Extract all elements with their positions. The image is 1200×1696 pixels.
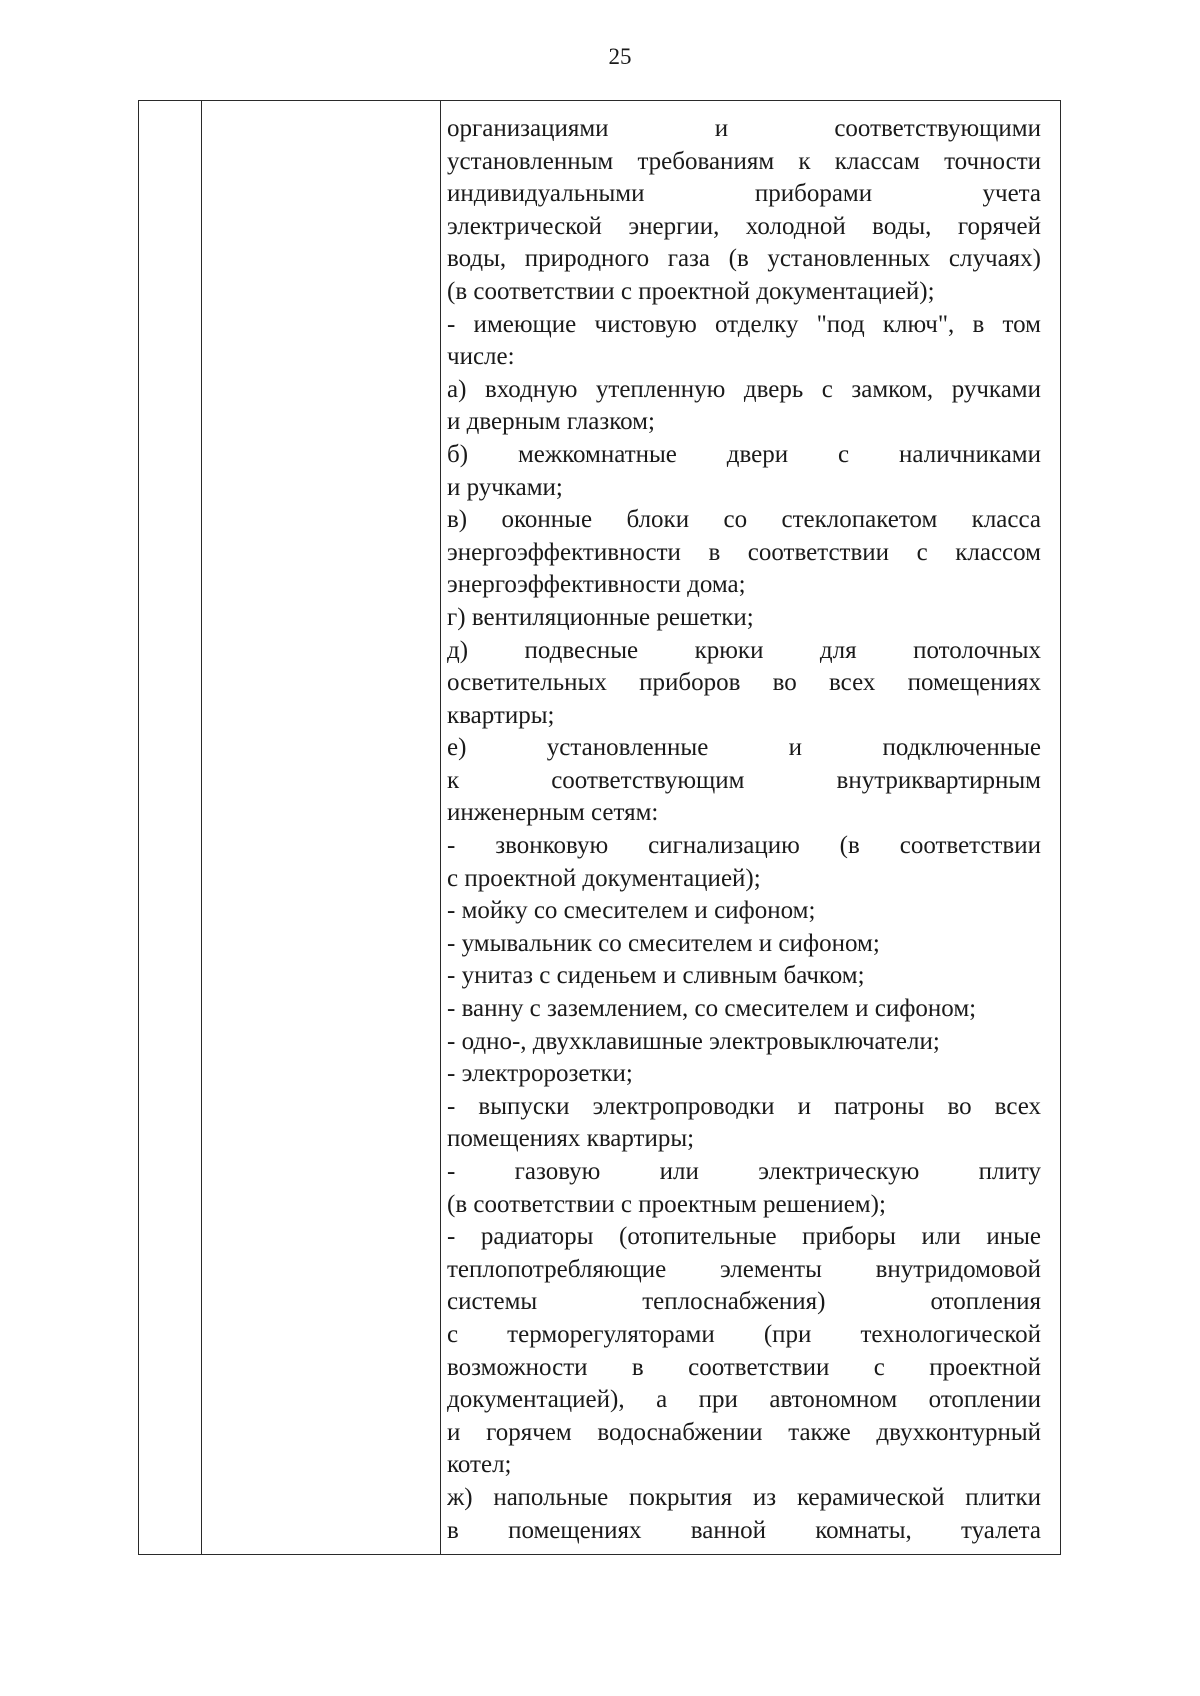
text-line: - радиаторы (отопительные приборы или иные [447,1223,1041,1251]
text-line: - выпуски электропроводки и патроны во всех [447,1092,1041,1120]
text-line: возможности в соответствии с проектной [447,1353,1041,1381]
text-line: индивидуальными приборами учета [447,180,1041,208]
text-line: котел; [447,1451,512,1479]
text-line: - электророзетки; [447,1060,633,1088]
text-line: числе: [447,343,515,371]
text-line: энергоэффективности дома; [447,571,746,599]
text-line: инженерным сетям: [447,799,659,827]
text-line: - газовую или электрическую плиту [447,1158,1041,1185]
text-line: воды, природного газа (в установленных случаях) [447,245,1041,273]
text-line: установленным требованиям к классам точности [447,147,1041,175]
text-line: (в соответствии с проектным решением); [447,1190,886,1218]
text-line: - звонковую сигнализацию (в соответствии [447,832,1041,860]
table-cell-text [447,113,1041,1547]
text-line: электрической энергии, холодной воды, горячей [447,212,1041,240]
text-line: с проектной документацией); [447,864,761,892]
text-line: д) подвесные крюки для потолочных [447,636,1041,664]
text-line: и дверным глазком; [447,408,655,436]
text-line: квартиры; [447,701,555,729]
text-line: - имеющие чистовую отделку "под ключ", в том [447,310,1041,338]
text-line: е) установленные и подключенные [447,734,1041,762]
text-line: к соответствующим внутриквартирным [447,766,1041,794]
text-line: в) оконные блоки со стеклопакетом класса [447,506,1041,534]
text-line: б) межкомнатные двери с наличниками [447,440,1041,468]
text-line: и ручками; [447,473,563,501]
text-line: - ванну с заземлением, со смесителем и сифоном; [447,995,977,1023]
text-line: с терморегуляторами (при технологической [447,1320,1041,1348]
text-line: энергоэффективности в соответствии с классом [447,538,1041,566]
table-column-divider [440,101,441,1554]
text-line: помещениях квартиры; [447,1125,695,1153]
text-line: - одно-, двухклавишные электровыключатели; [447,1027,940,1055]
page-number: 25 [608,44,632,69]
text-line: - мойку со смесителем и сифоном; [447,897,816,925]
text-line: ж) напольные покрытия из керамической плитки [447,1483,1041,1511]
table-column-divider [201,101,202,1554]
text-line: и горячем водоснабжении также двухконтурный [447,1418,1041,1446]
text-line: - умывальник со смесителем и сифоном; [447,929,880,957]
text-line: системы теплоснабжения) отопления [447,1288,1041,1316]
text-line: (в соответствии с проектной документацией); [447,277,935,305]
text-line: теплопотребляющие элементы внутридомовой [447,1255,1041,1283]
text-line: - унитаз с сиденьем и сливным бачком; [447,962,865,990]
text-line: а) входную утепленную дверь с замком, ручками [447,375,1041,403]
text-line: осветительных приборов во всех помещениях [447,669,1041,697]
text-line: организациями и соответствующими [447,115,1041,142]
text-line: в помещениях ванной комнаты, туалета [447,1516,1041,1544]
text-line: документацией), а при автономном отоплении [447,1386,1041,1414]
text-line: г) вентиляционные решетки; [447,603,754,631]
